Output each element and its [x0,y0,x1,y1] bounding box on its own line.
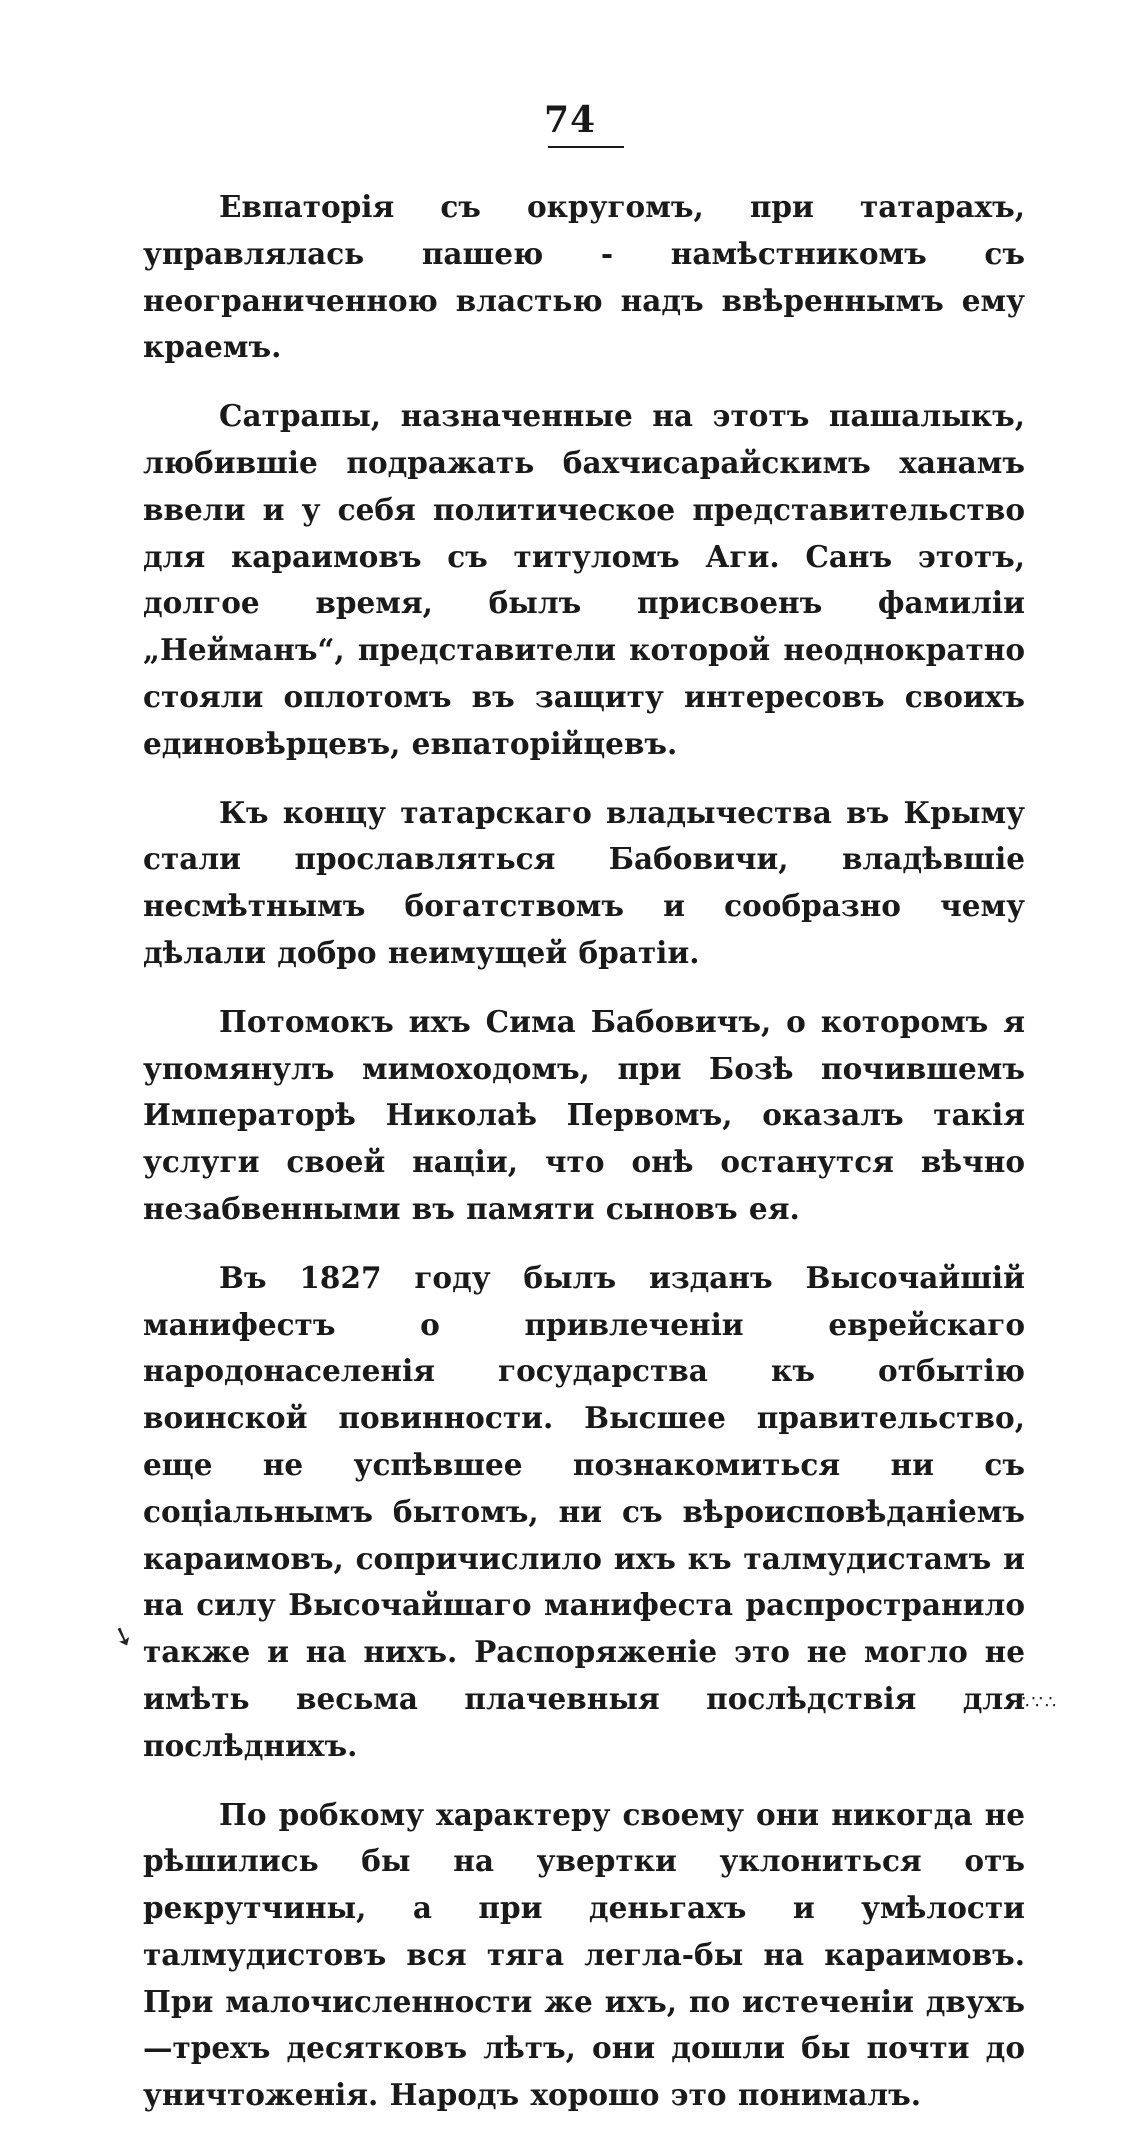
paragraph-3: Къ концу татарскаго владычества въ Крыму стали прославляться Бабовичи, владѣвшіе несмѣтнымъ богатствомъ и сообразно чему дѣлали добро неимущей братіи. [143,794,1025,970]
paragraph-2: Сатрапы, назначенные на этотъ пашалыкъ, любившіе подражать бахчисарайскимъ ханамъ ввели и у себя политическое представительство для караимовъ съ титуломъ Аги. Санъ этотъ, долгое время, былъ присвоенъ фамиліи „Нейманъ“, представители которой неоднократно стояли оплотомъ въ защиту интересовъ своихъ единовѣрцевъ, евпаторійцевъ. [143,398,1025,761]
paragraph-6: По робкому характеру своему они никогда не рѣшились бы на увертки уклониться отъ рекрутчины, а при деньгахъ и умѣлости талмудистовъ вся тяга легла-бы на караимовъ. При малочисленности же ихъ, по истеченіи двухъ—трехъ десятковъ лѣтъ, они дошли бы почти до уничтоженія. Народъ хорошо это понималъ. [143,1796,1025,2113]
body-text [143,184,1025,2141]
paragraph-4: Потомокъ ихъ Сима Бабовичъ, о которомъ я упомянулъ мимоходомъ, при Бозѣ почившемъ Императорѣ Николаѣ Первомъ, оказалъ такія услуги своей націи, что онѣ останутся вѣчно незабвенными въ памяти сыновъ ея. [143,1003,1025,1226]
ink-smudge-mark: ➘ [107,1619,139,1655]
page-number: 74 [543,99,597,141]
page-number-underline [548,146,624,148]
paragraph-1: Евпаторія съ округомъ, при татарахъ, управлялась пашею - намѣстникомъ съ неограниченною властью надъ ввѣреннымъ ему краемъ. [143,189,1025,365]
paragraph-5: Въ 1827 году былъ изданъ Высочайшій манифестъ о привлеченіи еврейскаго народонаселенія государства къ отбытію воинской повинности. Высшее правительство, еще не успѣвшее познакомиться ни съ соціальнымъ бытомъ, ни съ вѣроисповѣданіемъ караимовъ, сопричислило ихъ къ талмудистамъ и на силу Высочайшаго манифеста распространило также и на нихъ. Распоряженіе это не могло не имѣть весьма плачевныя послѣдствія для послѣднихъ. [143,1259,1025,1763]
ink-speckle-mark: ∴∵∴ [1018,1692,1059,1713]
